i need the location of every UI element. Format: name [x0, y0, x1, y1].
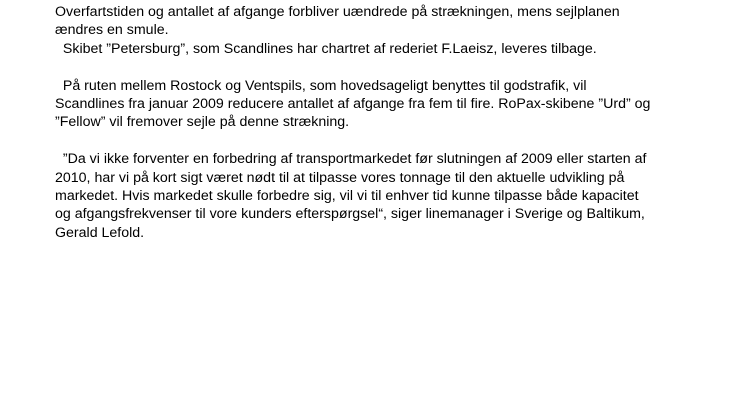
text-line: 2010, har vi på kort sigt været nødt til at tilpasse vores tonnage til den aktuelle udvikling på	[55, 169, 625, 186]
paragraph-spacer	[55, 58, 715, 76]
article-body	[55, 3, 715, 242]
paragraph-spacer	[55, 132, 715, 150]
text-line: ”Da vi ikke forventer en forbedring af transportmarkedet før slutningen af 2009 eller starten af	[55, 151, 647, 168]
text-line: markedet. Hvis markedet skulle forbedre sig, vil vi til enhver tid kunne tilpasse både kapacitet	[55, 187, 639, 204]
paragraph-rostock-ventspils	[55, 77, 715, 132]
text-line: og afgangsfrekvenser til vore kunders efterspørgsel“, siger linemanager i Sverige og Baltikum,	[55, 206, 645, 223]
text-line: Skibet ”Petersburg”, som Scandlines har chartret af rederiet F.Laeisz, leveres tilbage.	[55, 40, 597, 57]
text-line: Overfartstiden og antallet af afgange forbliver uændrede på strækningen, mens sejlplanen	[55, 4, 620, 20]
paragraph-quote	[55, 150, 715, 242]
text-line: ændres en smule.	[55, 22, 169, 39]
text-line: Scandlines fra januar 2009 reducere antallet af afgange fra fem til fire. RoPax-skibene ”Urd” og	[55, 95, 651, 112]
paragraph-route-schedule	[55, 3, 715, 58]
text-line: ”Fellow” vil fremover sejle på denne strækning.	[55, 114, 350, 131]
text-line: Gerald Lefold.	[55, 224, 145, 241]
text-line: På ruten mellem Rostock og Ventspils, som hovedsageligt benyttes til godstrafik, vil	[55, 77, 587, 94]
